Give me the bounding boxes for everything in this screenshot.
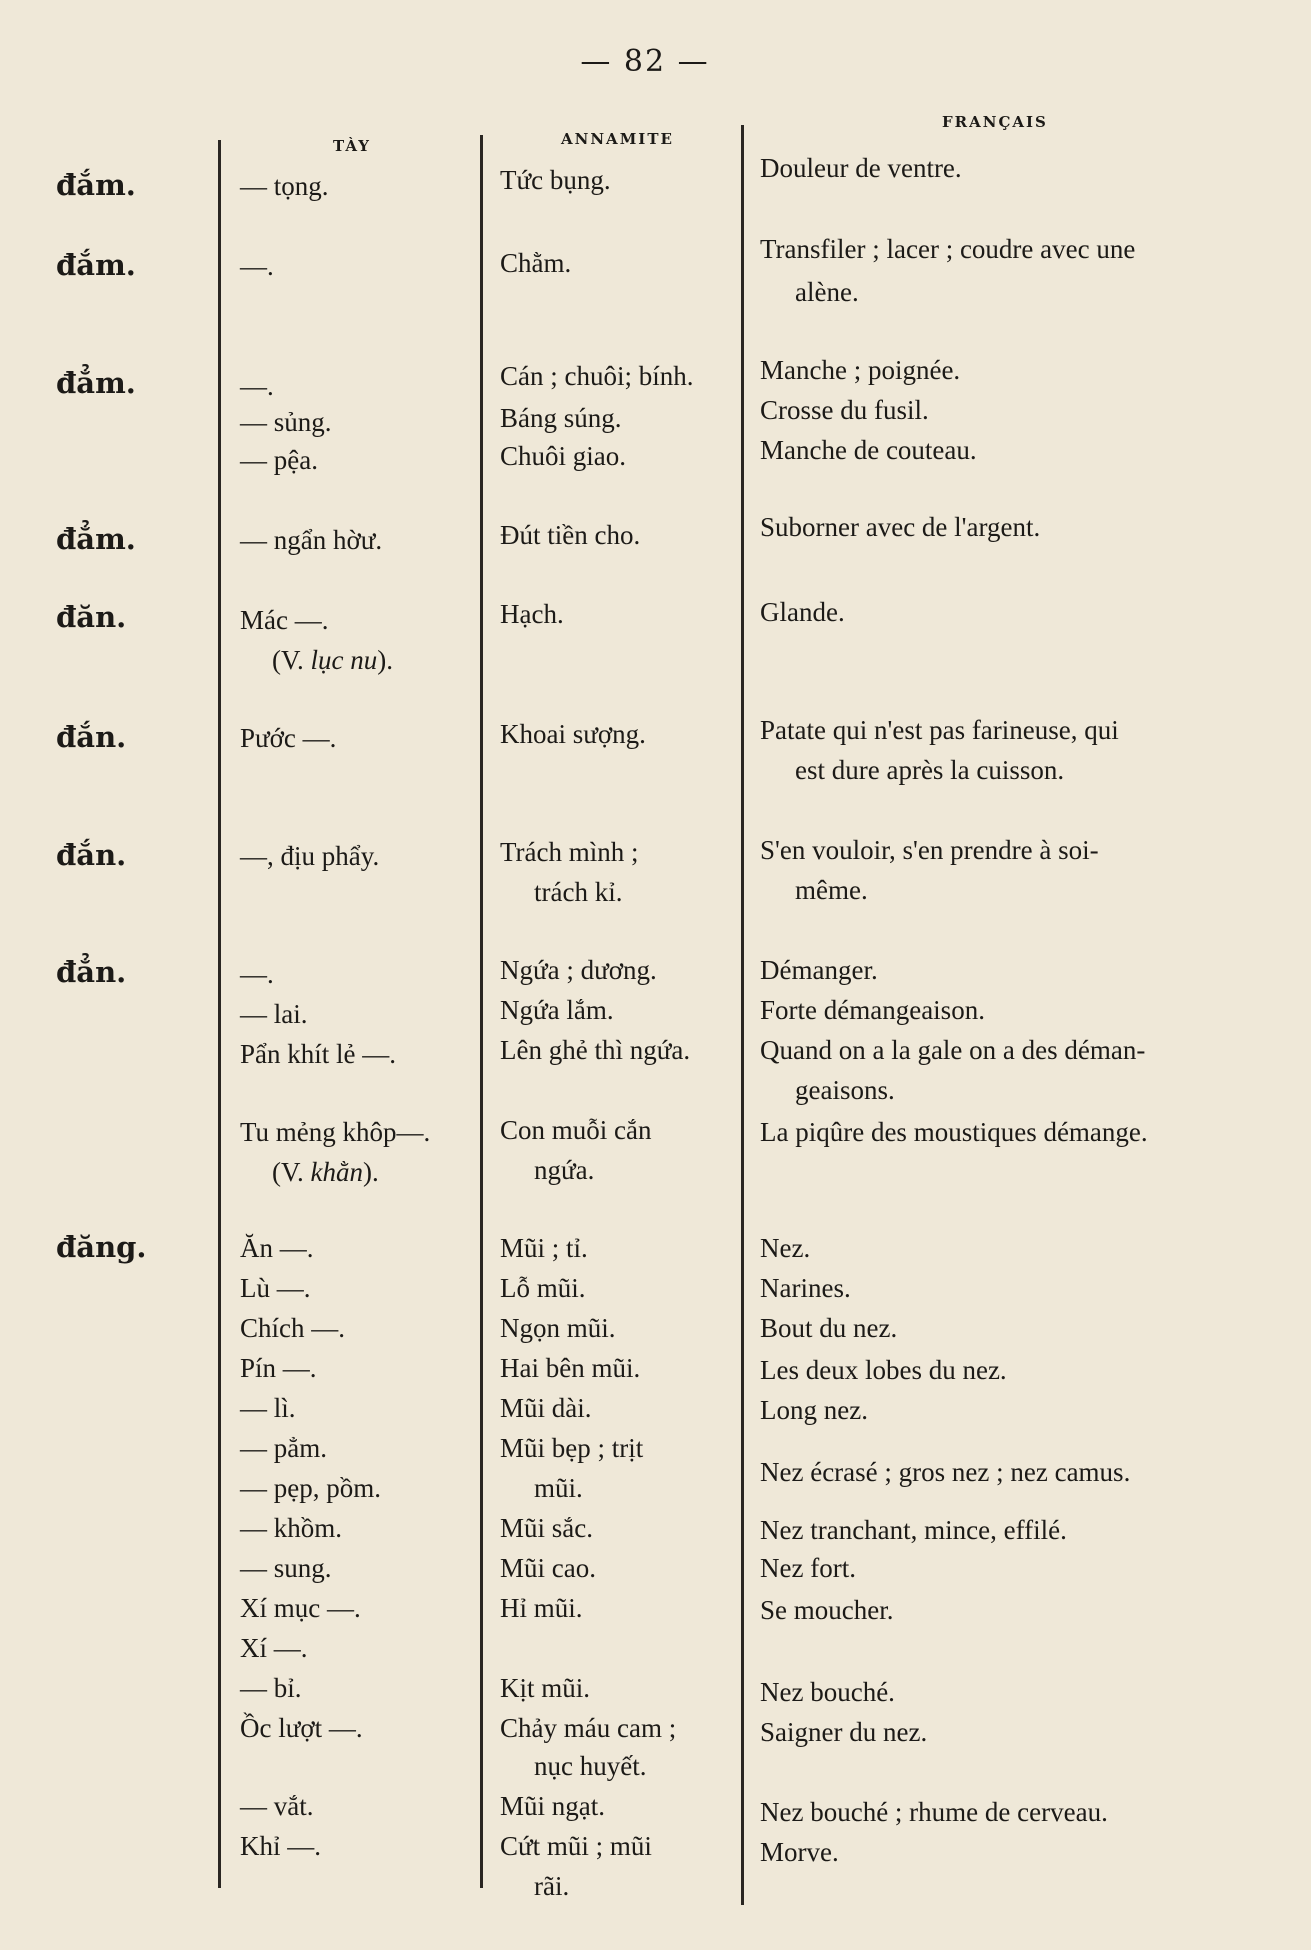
tay-text: —. [240,959,274,989]
entry-headword: đắm. [56,248,136,282]
french-text: geaisons. [795,1075,895,1105]
french-text: La piqûre des moustiques démange. [760,1117,1148,1147]
tay-text: — tọng. [240,171,329,201]
annamite-text: Hỉ mũi. [500,1593,583,1623]
tay-text: — lai. [240,999,308,1029]
tay-text: — ngẩn hờư. [240,525,383,555]
annamite-text: Đút tiền cho. [500,520,641,550]
french-text: même. [795,875,868,905]
annamite-text: trách kỉ. [534,877,623,907]
tay-text: Ồc lượt —. [240,1713,363,1743]
tay-text: Pín —. [240,1353,317,1383]
annamite-text: Chằm. [500,248,572,278]
french-text: Saigner du nez. [760,1717,928,1747]
annamite-text: Con muỗi cắn [500,1115,652,1145]
annamite-text: Cán ; chuôi; bính. [500,361,694,391]
annamite-text: rãi. [534,1871,570,1901]
tay-crossref: (V. khằn). [272,1157,379,1187]
entry-headword: đăn. [56,600,127,634]
column-header-francais: FRANÇAIS [942,113,1048,131]
annamite-text: Mũi bẹp ; trịt [500,1433,644,1463]
french-text: est dure après la cuisson. [795,755,1065,785]
entry-headword: đăng. [56,1230,147,1264]
annamite-text: Chảy máu cam ; [500,1713,677,1743]
entry-headword: đắn. [56,838,127,872]
entry-headword: đẳm. [56,366,136,400]
tay-text: — sủng. [240,407,332,437]
annamite-text: Ngứa ; dương. [500,955,657,985]
annamite-text: Mũi dài. [500,1393,592,1423]
annamite-text: Khoai sượng. [500,719,646,749]
annamite-text: Tức bụng. [500,165,611,195]
annamite-text: Hai bên mũi. [500,1353,641,1383]
tay-text: —, địu phẩy. [240,841,380,871]
french-text: Douleur de ventre. [760,153,962,183]
annamite-text: Kịt mũi. [500,1673,591,1703]
tay-text: —. [240,251,274,281]
annamite-text: Mũi cao. [500,1553,596,1583]
french-text: Nez. [760,1233,811,1263]
french-text: Long nez. [760,1395,868,1425]
tay-text: Pước —. [240,723,337,753]
entry-headword: đắm. [56,168,136,202]
tay-text: Xí mục —. [240,1593,361,1623]
tay-text: Chích —. [240,1313,345,1343]
french-text: Bout du nez. [760,1313,898,1343]
annamite-text: Cứt mũi ; mũi [500,1831,652,1861]
annamite-text: Báng súng. [500,403,622,433]
entry-headword: đẳn. [56,955,127,989]
french-text: Nez tranchant, mince, effilé. [760,1515,1067,1545]
column-rule-left [218,140,221,1888]
column-header-annamite: ANNAMITE [561,130,674,148]
tay-crossref: (V. lục nu). [272,645,394,675]
tay-text: Ăn —. [240,1233,314,1263]
page-number: — 82 — [580,44,710,79]
french-text: Forte démangeaison. [760,995,985,1025]
french-text: Transfiler ; lacer ; coudre avec une [760,234,1136,264]
column-rule-middle [480,135,483,1888]
annamite-text: Ngọn mũi. [500,1313,616,1343]
column-rule-right [741,125,744,1905]
tay-text: — pẳm. [240,1433,327,1463]
tay-text: Xí —. [240,1633,308,1663]
french-text: Morve. [760,1837,839,1867]
french-text: Démanger. [760,955,878,985]
tay-text: — pẹp, pồm. [240,1473,381,1503]
french-text: S'en vouloir, s'en prendre à soi- [760,835,1099,865]
tay-text: — sung. [240,1553,332,1583]
annamite-text: Hạch. [500,599,564,629]
tay-text: — pệa. [240,445,318,475]
french-text: Nez bouché. [760,1677,895,1707]
french-text: Quand on a la gale on a des déman- [760,1035,1146,1065]
tay-text: —. [240,371,274,401]
tay-text: Tu mẻng khôp—. [240,1117,431,1147]
entry-headword: đắn. [56,720,127,754]
french-text: Manche ; poignée. [760,355,961,385]
annamite-text: ngứa. [534,1155,595,1185]
column-header-tay: TÀY [333,137,371,155]
annamite-text: Lỗ mũi. [500,1273,586,1303]
french-text: Les deux lobes du nez. [760,1355,1007,1385]
tay-text: — bỉ. [240,1673,302,1703]
french-text: Nez bouché ; rhume de cerveau. [760,1797,1108,1827]
french-text: Se moucher. [760,1595,894,1625]
annamite-text: Chuôi giao. [500,441,626,471]
annamite-text: Mũi ; tỉ. [500,1233,588,1263]
french-text: Patate qui n'est pas farineuse, qui [760,715,1119,745]
french-text: Suborner avec de l'argent. [760,512,1041,542]
tay-text: Khỉ —. [240,1831,321,1861]
annamite-text: Mũi ngạt. [500,1791,605,1821]
annamite-text: mũi. [534,1473,583,1503]
french-text: Crosse du fusil. [760,395,929,425]
annamite-text: Lên ghẻ thì ngứa. [500,1035,691,1065]
annamite-text: Mũi sắc. [500,1513,593,1543]
french-text: alène. [795,277,859,307]
annamite-text: Trách mình ; [500,837,639,867]
annamite-text: nục huyết. [534,1751,647,1781]
entry-headword: đẳm. [56,522,136,556]
french-text: Manche de couteau. [760,435,977,465]
tay-text: — lì. [240,1393,296,1423]
tay-text: — vắt. [240,1791,314,1821]
french-text: Narines. [760,1273,851,1303]
french-text: Glande. [760,597,845,627]
tay-text: — khồm. [240,1513,343,1543]
tay-text: Pẩn khít lẻ —. [240,1039,396,1069]
annamite-text: Ngứa lắm. [500,995,614,1025]
tay-text: Lù —. [240,1273,311,1303]
french-text: Nez écrasé ; gros nez ; nez camus. [760,1457,1131,1487]
french-text: Nez fort. [760,1553,856,1583]
tay-text: Mác —. [240,605,329,635]
